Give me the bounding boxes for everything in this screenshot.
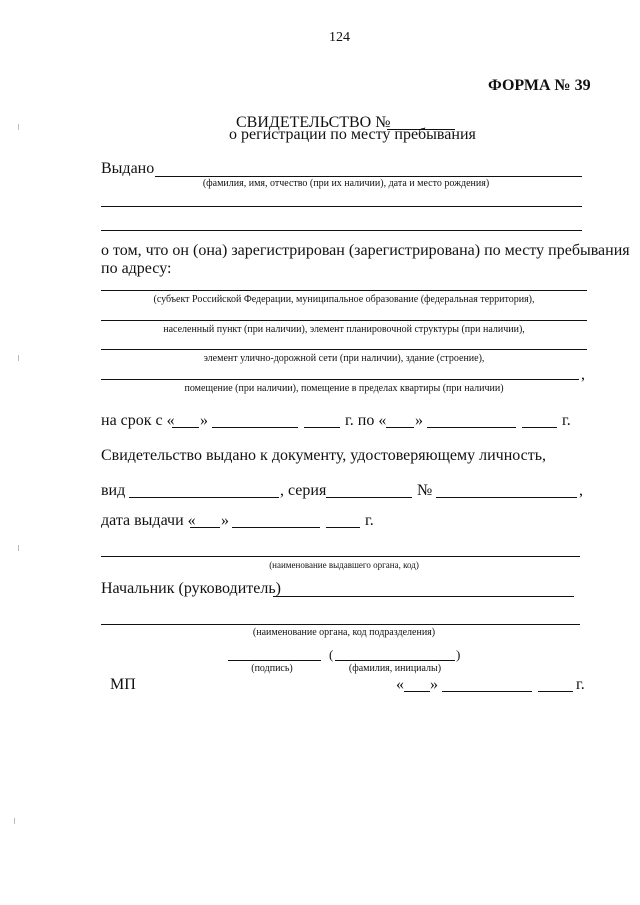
address-comma: , [581, 366, 585, 383]
issued-to-line-2 [101, 206, 582, 207]
scan-mark [18, 124, 19, 130]
form-label: ФОРМА № 39 [488, 77, 591, 94]
term-quote-close: » [200, 412, 208, 429]
signature-line [228, 660, 321, 661]
caption-name-initials: (фамилия, инициалы) [348, 663, 442, 674]
scan-mark [18, 355, 19, 361]
term-day-to-line [386, 427, 414, 428]
address-line-1 [101, 290, 587, 291]
term-month-to-line [427, 427, 516, 428]
doc-kind-label: вид [101, 482, 126, 499]
document-subtitle: о регистрации по месту пребывания [229, 126, 476, 143]
doc-series-line [326, 497, 412, 498]
address-line-2 [101, 320, 587, 321]
caption-signature: (подпись) [251, 663, 293, 674]
term-year-to-line [522, 427, 557, 428]
caption-room: помещение (при наличии), помещение в пределах квартиры (при наличии) [184, 383, 504, 394]
document-title: СВИДЕТЕЛЬСТВО № [236, 114, 391, 131]
page-number: 124 [329, 30, 350, 45]
signature-paren-open: ( [329, 647, 334, 662]
chief-label: Начальник (руководитель) [101, 580, 281, 597]
issue-date-year: г. [365, 512, 374, 529]
term-year-from-line [304, 427, 340, 428]
issued-to-label: Выдано [101, 160, 155, 177]
term-day-from-line [172, 427, 199, 428]
doc-comma: , [579, 482, 583, 499]
doc-number-line [436, 497, 577, 498]
signature-paren-close: ) [456, 647, 461, 662]
term-quote-close-2: » [415, 412, 423, 429]
address-line-3 [101, 349, 587, 350]
caption-street: элемент улично-дорожной сети (при наличии), здание (строение), [203, 353, 485, 364]
term-month-from-line [212, 427, 298, 428]
caption-issuing-org: (наименование выдавшего органа, код) [269, 560, 419, 570]
issued-to-line [155, 176, 582, 177]
bottom-date-open-quote: « [396, 676, 404, 693]
term-year-to: г. по « [345, 412, 387, 429]
bottom-date-year: г. [576, 676, 585, 693]
doc-kind-line [129, 497, 279, 498]
issue-date-quote-close: » [221, 512, 229, 529]
issuing-org-line [101, 556, 580, 557]
registered-text: о том, что он (она) зарегистрирован (зарегистрирована) по месту пребывания [101, 242, 630, 259]
issue-year-line [326, 527, 360, 528]
caption-org: (наименование органа, код подразделения) [252, 627, 436, 638]
caption-settlement: населенный пункт (при наличии), элемент планировочной структуры (при наличии), [163, 324, 525, 335]
issue-month-line [232, 527, 320, 528]
chief-line [273, 596, 574, 597]
bottom-date-close-quote: » [430, 676, 438, 693]
org-line [101, 624, 580, 625]
caption-subject: (субъект Российской Федерации, муниципальное образование (федеральная территория), [153, 294, 535, 305]
doc-number-label: № [417, 482, 433, 499]
bottom-month-line [442, 691, 532, 692]
issue-date-prefix: дата выдачи « [101, 512, 196, 529]
scan-mark [14, 818, 15, 824]
address-label: по адресу: [101, 260, 172, 277]
doc-series-label: , серия [280, 482, 327, 499]
term-prefix: на срок с « [101, 412, 175, 429]
issue-day-line [190, 527, 220, 528]
caption-fio: (фамилия, имя, отчество (при их наличии), дата и место рождения) [202, 178, 490, 189]
name-initials-line [335, 660, 455, 661]
scan-mark [18, 545, 19, 551]
term-year-end: г. [562, 412, 571, 429]
bottom-year-line [538, 691, 573, 692]
seal-mp-label: МП [110, 676, 136, 693]
identity-document-text: Свидетельство выдано к документу, удостоверяющему личность, [101, 447, 547, 464]
issued-to-line-3 [101, 230, 582, 231]
bottom-day-line [404, 691, 430, 692]
address-line-4 [101, 379, 579, 380]
